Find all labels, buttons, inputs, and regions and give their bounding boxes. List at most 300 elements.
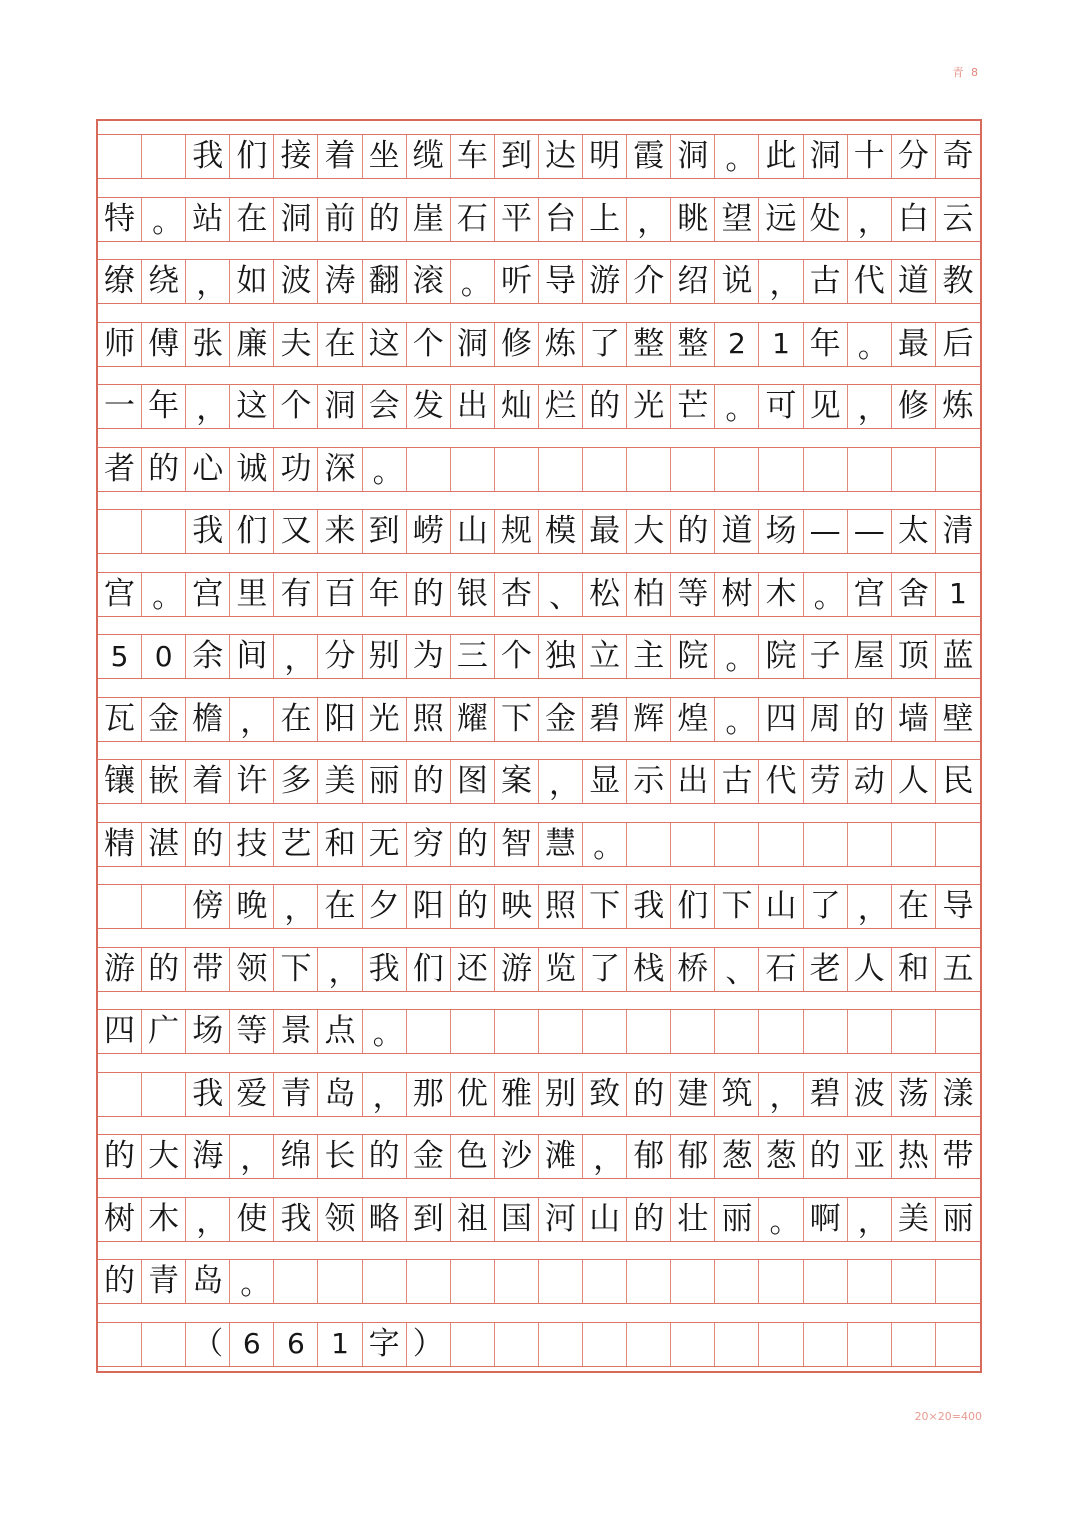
grid-cell bbox=[495, 1010, 539, 1053]
grid-cell: 规 bbox=[495, 510, 539, 553]
grid-cell: 游 bbox=[583, 260, 627, 303]
grid-cell: 功 bbox=[274, 448, 318, 491]
grid-cell bbox=[539, 1323, 583, 1366]
grid-cell: 碧 bbox=[804, 1073, 848, 1116]
grid-cell: 。 bbox=[848, 323, 892, 366]
grid-cell: 五 bbox=[942, 950, 974, 987]
grid-cell: 字 bbox=[363, 1323, 407, 1366]
grid-cell bbox=[583, 1323, 627, 1366]
grid-cell: 略 bbox=[363, 1198, 407, 1241]
grid-cell: 的 bbox=[186, 823, 230, 866]
grid-cell: 壮 bbox=[671, 1198, 715, 1241]
grid-cell: 湛 bbox=[142, 823, 186, 866]
grid-cell: 们 bbox=[407, 948, 451, 991]
grid-cell: 辉 bbox=[627, 698, 671, 741]
grid-cell: 在 bbox=[274, 698, 318, 741]
grid-cell: 雅 bbox=[495, 1073, 539, 1116]
grid-cell: ， bbox=[760, 260, 804, 303]
grid-cell: 如 bbox=[230, 260, 274, 303]
grid-cell: 瓦 bbox=[98, 698, 142, 741]
grid-cell: 洞 bbox=[274, 198, 318, 241]
grid-cell: 沙 bbox=[495, 1135, 539, 1178]
grid-cell: 石 bbox=[760, 948, 804, 991]
grid-cell: 景 bbox=[274, 1010, 318, 1053]
grid-cell: 炼 bbox=[942, 388, 974, 424]
grid-cell: 耀 bbox=[451, 698, 495, 741]
grid-cell: 案 bbox=[495, 760, 539, 803]
grid-cell bbox=[715, 1260, 759, 1303]
grid-cell: 滚 bbox=[407, 260, 451, 303]
grid-cell: 亚 bbox=[848, 1135, 892, 1178]
grid-cell: 人 bbox=[892, 760, 936, 803]
grid-cell: 光 bbox=[627, 385, 671, 428]
grid-cell: 们 bbox=[671, 885, 715, 928]
grid-cell: 年 bbox=[363, 573, 407, 616]
grid-cell bbox=[98, 510, 142, 553]
grid-cell: 我 bbox=[186, 1073, 230, 1116]
grid-cell bbox=[98, 1073, 142, 1116]
grid-cell: 这 bbox=[363, 323, 407, 366]
grid-cell: 我 bbox=[363, 948, 407, 991]
grid-cell: 树 bbox=[98, 1198, 142, 1241]
grid-cell: 柏 bbox=[627, 573, 671, 616]
grid-cell: 的 bbox=[627, 1198, 671, 1241]
grid-cell: — bbox=[804, 510, 848, 553]
grid-cell: 师 bbox=[98, 323, 142, 366]
grid-cell: 出 bbox=[451, 385, 495, 428]
grid-cell: ， bbox=[186, 1198, 230, 1241]
grid-cell: 远 bbox=[760, 198, 804, 241]
grid-cell: 1 bbox=[319, 1323, 363, 1366]
grid-cell: 人 bbox=[848, 948, 892, 991]
grid-cell: 桥 bbox=[671, 948, 715, 991]
grid-cell: 修 bbox=[495, 323, 539, 366]
grid-cell: 修 bbox=[892, 385, 936, 428]
grid-cell bbox=[715, 823, 759, 866]
manuscript-row bbox=[98, 509, 980, 554]
grid-cell bbox=[760, 1010, 804, 1053]
grid-cell: 们 bbox=[230, 510, 274, 553]
grid-cell: 别 bbox=[363, 635, 407, 678]
grid-cell: 。 bbox=[583, 823, 627, 866]
grid-cell: 民 bbox=[942, 763, 974, 799]
grid-cell: 接 bbox=[274, 135, 318, 178]
grid-cell: 。 bbox=[715, 135, 759, 178]
grid-cell: 广 bbox=[142, 1010, 186, 1053]
grid-cell: （ bbox=[186, 1323, 230, 1366]
grid-cell: 说 bbox=[715, 260, 759, 303]
grid-cell: 老 bbox=[804, 948, 848, 991]
grid-cell: 建 bbox=[671, 1073, 715, 1116]
grid-cell: 领 bbox=[230, 948, 274, 991]
grid-cell: 。 bbox=[363, 448, 407, 491]
grid-cell: 我 bbox=[186, 135, 230, 178]
grid-cell: 古 bbox=[715, 760, 759, 803]
grid-cell: 诚 bbox=[230, 448, 274, 491]
grid-cell bbox=[539, 448, 583, 491]
grid-cell: 美 bbox=[319, 760, 363, 803]
grid-cell: 后 bbox=[942, 325, 974, 362]
manuscript-row bbox=[98, 322, 980, 367]
grid-cell: 道 bbox=[715, 510, 759, 553]
grid-cell bbox=[671, 823, 715, 866]
grid-cell: 。 bbox=[142, 198, 186, 241]
grid-cell: 烂 bbox=[539, 385, 583, 428]
grid-cell bbox=[451, 448, 495, 491]
grid-cell: 镶 bbox=[98, 760, 142, 803]
page-number-label: 青 8 bbox=[952, 66, 980, 79]
grid-cell bbox=[451, 1260, 495, 1303]
grid-cell: 多 bbox=[274, 760, 318, 803]
grid-cell: 晚 bbox=[230, 885, 274, 928]
grid-cell: 。 bbox=[760, 1198, 804, 1241]
grid-cell bbox=[407, 1010, 451, 1053]
grid-cell bbox=[98, 135, 142, 178]
grid-cell: 6 bbox=[230, 1323, 274, 1366]
grid-cell bbox=[363, 1260, 407, 1303]
grid-cell: 。 bbox=[804, 573, 848, 616]
grid-cell bbox=[539, 1010, 583, 1053]
grid-cell: 的 bbox=[451, 885, 495, 928]
grid-cell: 分 bbox=[892, 135, 936, 178]
grid-cell: 洞 bbox=[319, 385, 363, 428]
grid-cell: 出 bbox=[671, 760, 715, 803]
grid-cell: ， bbox=[760, 1073, 804, 1116]
grid-cell: 海 bbox=[186, 1135, 230, 1178]
grid-cell: 煌 bbox=[671, 698, 715, 741]
grid-cell: ， bbox=[230, 698, 274, 741]
grid-cell: 照 bbox=[407, 698, 451, 741]
grid-cell bbox=[142, 135, 186, 178]
grid-cell: 松 bbox=[583, 573, 627, 616]
grid-cell bbox=[583, 1260, 627, 1303]
grid-cell bbox=[936, 448, 980, 491]
grid-cell: ， bbox=[186, 385, 230, 428]
grid-cell: 廉 bbox=[230, 323, 274, 366]
grid-cell: 带 bbox=[186, 948, 230, 991]
manuscript-row bbox=[98, 697, 980, 742]
grid-cell: 智 bbox=[495, 823, 539, 866]
grid-cell: 清 bbox=[942, 513, 974, 549]
grid-cell: 车 bbox=[451, 135, 495, 178]
grid-cell: 处 bbox=[804, 198, 848, 241]
grid-cell: 国 bbox=[495, 1198, 539, 1241]
grid-cell bbox=[142, 1323, 186, 1366]
grid-cell: ， bbox=[274, 635, 318, 678]
grid-cell bbox=[451, 1010, 495, 1053]
grid-cell: 又 bbox=[274, 510, 318, 553]
grid-cell bbox=[715, 1010, 759, 1053]
grid-cell: 芒 bbox=[671, 385, 715, 428]
grid-cell: 的 bbox=[407, 760, 451, 803]
manuscript-row bbox=[98, 1322, 980, 1367]
grid-cell: 1 bbox=[760, 323, 804, 366]
grid-cell: ， bbox=[848, 885, 892, 928]
grid-cell: 青 bbox=[274, 1073, 318, 1116]
grid-cell: 使 bbox=[230, 1198, 274, 1241]
grid-cell: 此 bbox=[760, 135, 804, 178]
grid-cell: ， bbox=[848, 1198, 892, 1241]
grid-cell: 示 bbox=[627, 760, 671, 803]
grid-cell: 洞 bbox=[804, 135, 848, 178]
grid-cell bbox=[760, 1323, 804, 1366]
grid-cell bbox=[407, 1260, 451, 1303]
grid-cell: 岛 bbox=[319, 1073, 363, 1116]
grid-cell: 金 bbox=[539, 698, 583, 741]
grid-cell: 傍 bbox=[186, 885, 230, 928]
grid-cell: 游 bbox=[495, 948, 539, 991]
grid-cell: 介 bbox=[627, 260, 671, 303]
grid-cell bbox=[495, 1260, 539, 1303]
grid-cell: 发 bbox=[407, 385, 451, 428]
manuscript-row bbox=[98, 1197, 980, 1242]
grid-cell: 栈 bbox=[627, 948, 671, 991]
grid-cell: 金 bbox=[142, 698, 186, 741]
grid-cell: 下 bbox=[495, 698, 539, 741]
manuscript-row bbox=[98, 634, 980, 679]
grid-cell: 爱 bbox=[230, 1073, 274, 1116]
grid-cell: ， bbox=[848, 198, 892, 241]
grid-cell: 院 bbox=[671, 635, 715, 678]
grid-cell: 见 bbox=[804, 385, 848, 428]
grid-cell: 这 bbox=[230, 385, 274, 428]
grid-cell: 站 bbox=[186, 198, 230, 241]
grid-cell: 木 bbox=[142, 1198, 186, 1241]
grid-cell bbox=[936, 1323, 980, 1366]
grid-cell: 绕 bbox=[142, 260, 186, 303]
grid-cell: 的 bbox=[98, 1260, 142, 1303]
grid-cell: 达 bbox=[539, 135, 583, 178]
grid-cell: 的 bbox=[142, 448, 186, 491]
grid-cell: 了 bbox=[583, 948, 627, 991]
grid-cell: 领 bbox=[319, 1198, 363, 1241]
grid-cell bbox=[142, 1073, 186, 1116]
grid-cell: ， bbox=[627, 198, 671, 241]
grid-cell: 主 bbox=[627, 635, 671, 678]
grid-cell bbox=[848, 448, 892, 491]
grid-cell: 。 bbox=[230, 1260, 274, 1303]
grid-cell: 波 bbox=[848, 1073, 892, 1116]
grid-cell: 丽 bbox=[363, 760, 407, 803]
grid-cell bbox=[274, 1260, 318, 1303]
grid-cell: 个 bbox=[274, 385, 318, 428]
grid-cell bbox=[451, 1323, 495, 1366]
grid-cell: 长 bbox=[319, 1135, 363, 1178]
grid-cell bbox=[583, 1010, 627, 1053]
grid-cell: 我 bbox=[186, 510, 230, 553]
manuscript-row bbox=[98, 884, 980, 929]
grid-cell: 葱 bbox=[715, 1135, 759, 1178]
grid-cell bbox=[715, 1323, 759, 1366]
grid-cell bbox=[495, 448, 539, 491]
grid-cell: 还 bbox=[451, 948, 495, 991]
grid-cell bbox=[98, 885, 142, 928]
grid-cell: 。 bbox=[715, 385, 759, 428]
grid-cell: 致 bbox=[583, 1073, 627, 1116]
grid-cell bbox=[319, 1260, 363, 1303]
grid-cell: 。 bbox=[142, 573, 186, 616]
grid-cell: 热 bbox=[892, 1135, 936, 1178]
grid-cell: 我 bbox=[627, 885, 671, 928]
grid-cell: 到 bbox=[363, 510, 407, 553]
grid-cell: 下 bbox=[583, 885, 627, 928]
grid-cell bbox=[760, 823, 804, 866]
grid-cell: 优 bbox=[451, 1073, 495, 1116]
grid-cell: 台 bbox=[539, 198, 583, 241]
grid-cell: 绵 bbox=[274, 1135, 318, 1178]
grid-cell: 傅 bbox=[142, 323, 186, 366]
grid-cell bbox=[539, 1260, 583, 1303]
grid-cell: 啊 bbox=[804, 1198, 848, 1241]
grid-cell: 年 bbox=[142, 385, 186, 428]
grid-cell bbox=[142, 885, 186, 928]
grid-cell: 波 bbox=[274, 260, 318, 303]
grid-cell: 等 bbox=[230, 1010, 274, 1053]
grid-cell: 宫 bbox=[98, 573, 142, 616]
grid-cell bbox=[627, 1260, 671, 1303]
grid-cell: 余 bbox=[186, 635, 230, 678]
manuscript-row bbox=[98, 1259, 980, 1304]
grid-cell: 顶 bbox=[892, 635, 936, 678]
grid-cell: 云 bbox=[942, 200, 974, 237]
grid-cell: 慧 bbox=[539, 823, 583, 866]
manuscript-row bbox=[98, 1072, 980, 1117]
grid-cell: 树 bbox=[715, 573, 759, 616]
grid-cell: 阳 bbox=[319, 698, 363, 741]
grid-cell: 们 bbox=[230, 135, 274, 178]
grid-cell: 着 bbox=[319, 135, 363, 178]
grid-cell: 有 bbox=[274, 573, 318, 616]
grid-cell bbox=[848, 1260, 892, 1303]
grid-cell bbox=[407, 448, 451, 491]
grid-cell: 太 bbox=[892, 510, 936, 553]
grid-cell: ， bbox=[319, 948, 363, 991]
grid-cell: 动 bbox=[848, 760, 892, 803]
grid-cell bbox=[804, 823, 848, 866]
grid-cell bbox=[892, 823, 936, 866]
grid-cell: 听 bbox=[495, 260, 539, 303]
manuscript-row bbox=[98, 947, 980, 992]
grid-cell: 绍 bbox=[671, 260, 715, 303]
grid-cell: 的 bbox=[848, 698, 892, 741]
grid-cell: 无 bbox=[363, 823, 407, 866]
grid-cell: 的 bbox=[142, 948, 186, 991]
grid-cell: 崖 bbox=[407, 198, 451, 241]
grid-cell: 银 bbox=[451, 573, 495, 616]
grid-cell bbox=[98, 1323, 142, 1366]
grid-cell: 缭 bbox=[98, 260, 142, 303]
grid-cell: 郁 bbox=[671, 1135, 715, 1178]
grid-cell bbox=[715, 448, 759, 491]
grid-cell: 的 bbox=[451, 823, 495, 866]
grid-cell: 了 bbox=[804, 885, 848, 928]
grid-cell bbox=[804, 1260, 848, 1303]
grid-cell: 夫 bbox=[274, 323, 318, 366]
grid-cell: 教 bbox=[942, 263, 974, 299]
grid-cell: ， bbox=[274, 885, 318, 928]
grid-cell: 来 bbox=[319, 510, 363, 553]
grid-cell: 下 bbox=[715, 885, 759, 928]
grid-cell: 技 bbox=[230, 823, 274, 866]
grid-cell: 屋 bbox=[848, 635, 892, 678]
grid-cell: ， bbox=[363, 1073, 407, 1116]
grid-cell: 5 bbox=[98, 635, 142, 678]
grid-cell: 崂 bbox=[407, 510, 451, 553]
grid-cell: 2 bbox=[715, 323, 759, 366]
grid-cell bbox=[892, 1260, 936, 1303]
grid-cell bbox=[848, 1323, 892, 1366]
grid-cell: 整 bbox=[671, 323, 715, 366]
grid-cell: 阳 bbox=[407, 885, 451, 928]
grid-cell bbox=[936, 1260, 980, 1303]
grid-cell: 许 bbox=[230, 760, 274, 803]
manuscript-row bbox=[98, 384, 980, 429]
manuscript-row bbox=[98, 1134, 980, 1179]
grid-cell: 宫 bbox=[186, 573, 230, 616]
grid-cell: ， bbox=[230, 1135, 274, 1178]
grid-cell: 的 bbox=[363, 1135, 407, 1178]
grid-cell: 舍 bbox=[892, 573, 936, 616]
grid-cell: 望 bbox=[715, 198, 759, 241]
grid-cell: 精 bbox=[98, 823, 142, 866]
grid-cell: 里 bbox=[230, 573, 274, 616]
grid-cell: 霞 bbox=[627, 135, 671, 178]
grid-cell: 的 bbox=[98, 1135, 142, 1178]
grid-cell: 光 bbox=[363, 698, 407, 741]
grid-cell: 等 bbox=[671, 573, 715, 616]
grid-cell: 6 bbox=[274, 1323, 318, 1366]
grid-cell: 代 bbox=[848, 260, 892, 303]
grid-cell: 炼 bbox=[539, 323, 583, 366]
grid-cell: 郁 bbox=[627, 1135, 671, 1178]
grid-cell: 个 bbox=[407, 323, 451, 366]
grid-cell: 游 bbox=[98, 948, 142, 991]
grid-cell: 图 bbox=[451, 760, 495, 803]
grid-cell: 山 bbox=[760, 885, 804, 928]
grid-cell: 我 bbox=[274, 1198, 318, 1241]
grid-cell: 上 bbox=[583, 198, 627, 241]
grid-cell: 导 bbox=[942, 888, 974, 924]
grid-cell: 深 bbox=[319, 448, 363, 491]
manuscript-row bbox=[98, 822, 980, 867]
grid-cell: 。 bbox=[715, 635, 759, 678]
grid-cell: 荡 bbox=[892, 1073, 936, 1116]
grid-cell: 明 bbox=[583, 135, 627, 178]
grid-cell: 蓝 bbox=[942, 638, 974, 674]
grid-cell: 道 bbox=[892, 260, 936, 303]
grid-cell: 在 bbox=[319, 323, 363, 366]
grid-cell: 灿 bbox=[495, 385, 539, 428]
grid-cell: 子 bbox=[804, 635, 848, 678]
grid-cell: 墙 bbox=[892, 698, 936, 741]
grid-cell bbox=[627, 1010, 671, 1053]
grid-cell bbox=[495, 1323, 539, 1366]
grid-cell: 最 bbox=[583, 510, 627, 553]
grid-cell: 前 bbox=[319, 198, 363, 241]
grid-cell: 祖 bbox=[451, 1198, 495, 1241]
grid-cell bbox=[848, 1010, 892, 1053]
grid-cell: 。 bbox=[451, 260, 495, 303]
grid-cell: 山 bbox=[583, 1198, 627, 1241]
grid-cell: 映 bbox=[495, 885, 539, 928]
manuscript-row bbox=[98, 1009, 980, 1054]
grid-cell: ， bbox=[186, 260, 230, 303]
grid-cell: 着 bbox=[186, 760, 230, 803]
grid-cell: 翻 bbox=[363, 260, 407, 303]
grid-cell: 、 bbox=[715, 948, 759, 991]
grid-cell: 古 bbox=[804, 260, 848, 303]
manuscript-row bbox=[98, 197, 980, 242]
